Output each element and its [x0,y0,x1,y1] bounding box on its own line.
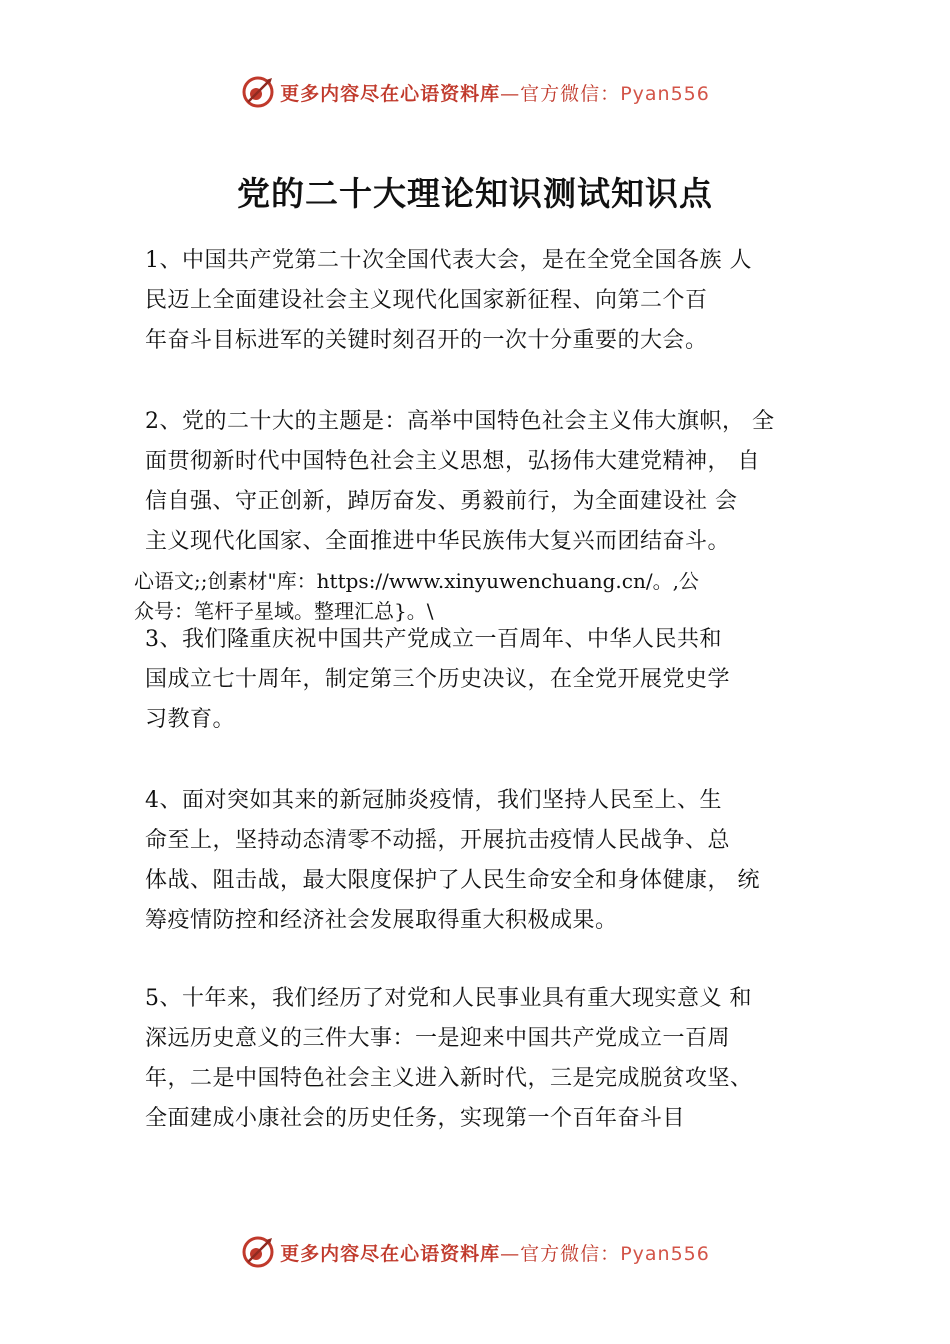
watermark-line: 众号：笔杆子星域。整理汇总}。\ [134,599,434,623]
paragraph-line: 信自强、守正创新，踔厉奋发、勇毅前行，为全面建设社 会 [145,489,738,514]
paragraph-line: 2、党的二十大的主题是：高举中国特色社会主义伟大旗帜， 全 [145,409,775,434]
paragraph-line: 筹疫情防控和经济社会发展取得重大积极成果。 [145,908,618,933]
paragraph-line: 5、十年来，我们经历了对党和人民事业具有重大现实意义 和 [145,986,752,1011]
brand-logo-icon [240,74,276,110]
paragraph-line: 体战、阻击战，最大限度保护了人民生命安全和身体健康， 统 [145,868,760,893]
paragraph-line: 面贯彻新时代中国特色社会主义思想，弘扬伟大建党精神， 自 [145,449,760,474]
banner-wechat-id: Pyan556 [620,82,710,105]
watermark-line: 心语文;;创素材"库：https://www.xinyuwenchuang.cn/。,公 [134,569,699,593]
page-title: 党的二十大理论知识测试知识点 [237,174,713,213]
paragraph-line: 年，二是中国特色社会主义进入新时代，三是完成脱贫攻坚、 [145,1066,753,1091]
paragraph-line: 1、中国共产党第二十次全国代表大会，是在全党全国各族 人 [145,248,752,273]
paragraph-line: 国成立七十周年，制定第三个历史决议，在全党开展党史学 [145,667,731,692]
paragraph-5 [145,979,753,1139]
banner-prefix: 更多内容尽在心语资料库 [280,1242,501,1265]
brand-logo-icon [240,1234,276,1270]
banner-text [280,1239,710,1266]
banner-text [280,79,710,106]
banner-wechat-id: Pyan556 [620,1242,710,1265]
paragraph-line: 深远历史意义的三件大事：一是迎来中国共产党成立一百周 [145,1026,731,1051]
footer-banner [0,1232,950,1272]
paragraph-4 [145,781,760,941]
paragraph-1 [145,241,752,361]
paragraph-2 [145,402,775,562]
paragraph-line: 民迈上全面建设社会主义现代化国家新征程、向第二个百 [145,288,708,313]
header-banner [0,72,950,112]
source-watermark [134,566,699,626]
paragraph-3 [145,620,730,740]
banner-middle: —官方微信： [500,82,621,105]
paragraph-line: 主义现代化国家、全面推进中华民族伟大复兴而团结奋斗。 [145,529,731,554]
paragraph-line: 全面建成小康社会的历史任务，实现第一个百年奋斗目 [145,1106,686,1131]
paragraph-line: 习教育。 [145,707,236,732]
paragraph-line: 命至上，坚持动态清零不动摇，开展抗击疫情人民战争、总 [145,828,731,853]
paragraph-line: 4、面对突如其来的新冠肺炎疫情，我们坚持人民至上、生 [145,788,722,813]
paragraph-line: 3、我们隆重庆祝中国共产党成立一百周年、中华人民共和 [145,627,722,652]
banner-prefix: 更多内容尽在心语资料库 [280,82,501,105]
paragraph-line: 年奋斗目标进军的关键时刻召开的一次十分重要的大会。 [145,328,708,353]
banner-middle: —官方微信： [500,1242,621,1265]
